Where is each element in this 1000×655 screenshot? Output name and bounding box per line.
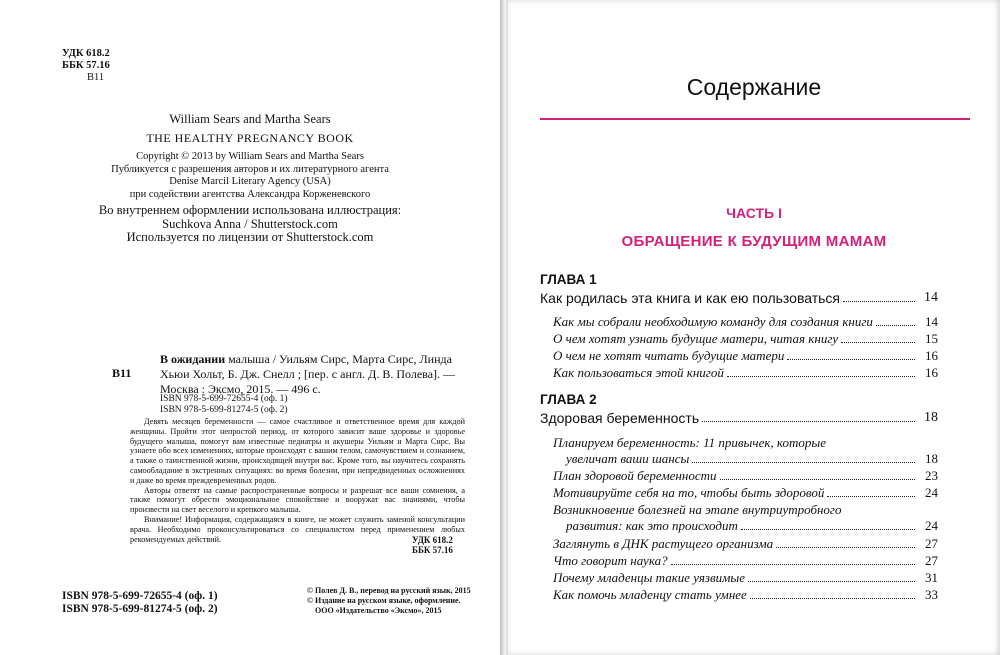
isbn-list-large (62, 590, 218, 616)
entry-title: Как пользоваться этой книгой (553, 365, 724, 380)
entry-title-line1: Возникновение болезней на этапе внутриутробного (553, 502, 842, 517)
entry-title: О чем хотят узнать будущие матери, читая книгу (553, 331, 839, 346)
original-authors: William Sears and Martha Sears (169, 112, 331, 126)
annotation-paragraph: Девять месяцев беременности — самое счастливое и ответственное время для каждой женщины. Пройти этот непростой период, от которого зависит ваше здоровье и здоровье будущего малыша, помогут вам известные педиатры и акушеры Уильям и Марта Сирс. Вы узнаете обо всех изменениях, которые происходят с вашим телом, самочувствием и сознанием, а также о таинственной жизни, происходящей внутри вас. Кроме того, вы научитесь сохранять самообладание в экстренных ситуациях: во время болезни, при непредвиденных осложнениях и даже во время преждевременных родов. (130, 417, 465, 485)
page-number: 15 (925, 331, 938, 346)
entry-title: Что говорит наука? (553, 553, 668, 568)
chapter-title: Здоровая беременность (540, 410, 700, 426)
udk-code: УДК 618.2 (62, 48, 110, 59)
isbn-list-small (160, 394, 288, 416)
page-number: 16 (925, 348, 938, 363)
entry-title: Заглянуть в ДНК растущего организма (553, 536, 774, 551)
entry-title: Мотивируйте себя на то, чтобы быть здоровой (553, 485, 825, 500)
toc-entry[interactable] (566, 451, 938, 467)
copyright-line: ООО «Издательство «Эксмо», 2015 (315, 606, 442, 615)
page-number: 18 (924, 410, 938, 425)
original-title: THE HEALTHY PREGNANCY BOOK (146, 131, 354, 145)
title-divider (540, 118, 970, 120)
entry-title: Как помочь младенцу стать умнее (553, 587, 747, 602)
author-sign: В11 (87, 72, 105, 83)
chapter-label: ГЛАВА 1 (540, 272, 597, 287)
annotation-paragraph: Авторы ответят на самые распространенные вопросы и разрешат все ваши сомнения, а также помогут обрести эмоциональное спокойствие и вооружат вас знаниями, чтобы произвести на свет веселого и крепкого малыша. (130, 485, 465, 515)
annotation-paragraph: Внимание! Информация, содержащаяся в книге, не может служить заменой консультации врача. Необходимо проконсультироваться со специалистом перед применением любых рекомендуемых действий. (130, 514, 465, 544)
isbn-line: ISBN 978-5-699-72655-4 (оф. 1) (62, 590, 218, 602)
entry-title: Как мы собрали необходимую команду для создания книги (553, 314, 873, 329)
illustration-credit (60, 204, 440, 245)
udk-code-bottom: УДК 618.2 (412, 535, 453, 545)
isbn-line: ISBN 978-5-699-72655-4 (оф. 1) (160, 394, 288, 404)
page-number: 27 (925, 553, 938, 568)
illustration-line: Во внутреннем оформлении использована иллюстрация: (98, 203, 402, 217)
page-number: 23 (925, 468, 938, 483)
illustration-line: Используется по лицензии от Shutterstock.com (126, 230, 374, 244)
page-number: 18 (925, 451, 938, 466)
part-label: ЧАСТЬ I (726, 205, 782, 221)
page-number: 27 (925, 536, 938, 551)
classification-codes (62, 48, 110, 84)
toc-entry[interactable] (553, 553, 938, 569)
contents-page (508, 0, 1000, 655)
copyright-line: при содействии агентства Александра Корженевского (129, 188, 371, 200)
entry-title: Почему младенцы такие уязвимые (553, 570, 745, 585)
entry-title: увеличат ваши шансы (566, 451, 690, 466)
page-number: 14 (925, 314, 938, 329)
contents-title: Содержание (686, 74, 822, 100)
entry-title-line1: Планируем беременность: 11 привычек, которые (553, 435, 826, 450)
copyright-line: © Издание на русском языке, оформление. (307, 596, 461, 605)
page-number: 31 (925, 570, 938, 585)
page-number: 14 (924, 290, 938, 305)
entry-title: План здоровой беременности (553, 468, 717, 483)
isbn-line: ISBN 978-5-699-81274-5 (оф. 2) (160, 405, 288, 415)
entry-title: развития: как это происходит (566, 518, 738, 533)
chapter-entry[interactable] (540, 290, 938, 306)
toc-entry[interactable] (553, 570, 938, 586)
toc-entry[interactable] (566, 518, 938, 534)
toc-entry[interactable] (553, 348, 938, 364)
bibliographic-record (160, 352, 460, 397)
copyright-line: Denise Marcil Literary Agency (USA) (169, 176, 331, 187)
page-number: 33 (925, 587, 938, 602)
page-number: 16 (925, 365, 938, 380)
illustration-line: Suchkova Anna / Shutterstock.com (162, 216, 338, 231)
copyright-line: Copyright © 2013 by William Sears and Martha Sears (136, 151, 364, 162)
russian-copyright (307, 586, 471, 616)
copyright-line: © Полев Д. В., перевод на русский язык, 2015 (307, 586, 471, 595)
entry-title: О чем не хотят читать будущие матери (553, 348, 785, 363)
chapter-label: ГЛАВА 2 (540, 392, 597, 407)
bbk-code: ББК 57.16 (62, 60, 110, 71)
toc-entry[interactable] (553, 485, 938, 501)
part-title: ОБРАЩЕНИЕ К БУДУЩИМ МАМАМ (621, 233, 887, 250)
original-edition-info (60, 112, 440, 201)
toc-entry[interactable] (553, 587, 938, 603)
toc-entry[interactable] (553, 468, 938, 484)
biblio-title-bold: В ожидании (160, 352, 226, 366)
toc-entry[interactable] (553, 536, 938, 552)
copyright-line: Публикуется с разрешения авторов и их литературного агента (111, 163, 389, 175)
chapter-title: Как родилась эта книга и как ею пользоваться (540, 290, 841, 306)
annotation (130, 417, 465, 544)
toc-entry[interactable] (553, 365, 938, 381)
toc-entry[interactable] (553, 314, 938, 330)
biblio-code: В11 (112, 366, 132, 380)
page-number: 24 (925, 518, 938, 533)
toc-entry[interactable] (553, 331, 938, 347)
page-number: 24 (925, 485, 938, 500)
classification-codes-bottom (412, 535, 453, 555)
book-gutter (500, 0, 508, 655)
biblio-text: малыша / Уильям Сирс, Марта Сирс, Линда Хьюи Хольт, Б. Дж. Снелл ; [пер. с англ. Д. В. Полева]. — Москва : Эксмо, 2015. — 496 с. (160, 352, 456, 396)
chapter-entry[interactable] (540, 410, 938, 426)
bbk-code-bottom: ББК 57.16 (412, 545, 453, 555)
isbn-line: ISBN 978-5-699-81274-5 (оф. 2) (62, 603, 218, 615)
